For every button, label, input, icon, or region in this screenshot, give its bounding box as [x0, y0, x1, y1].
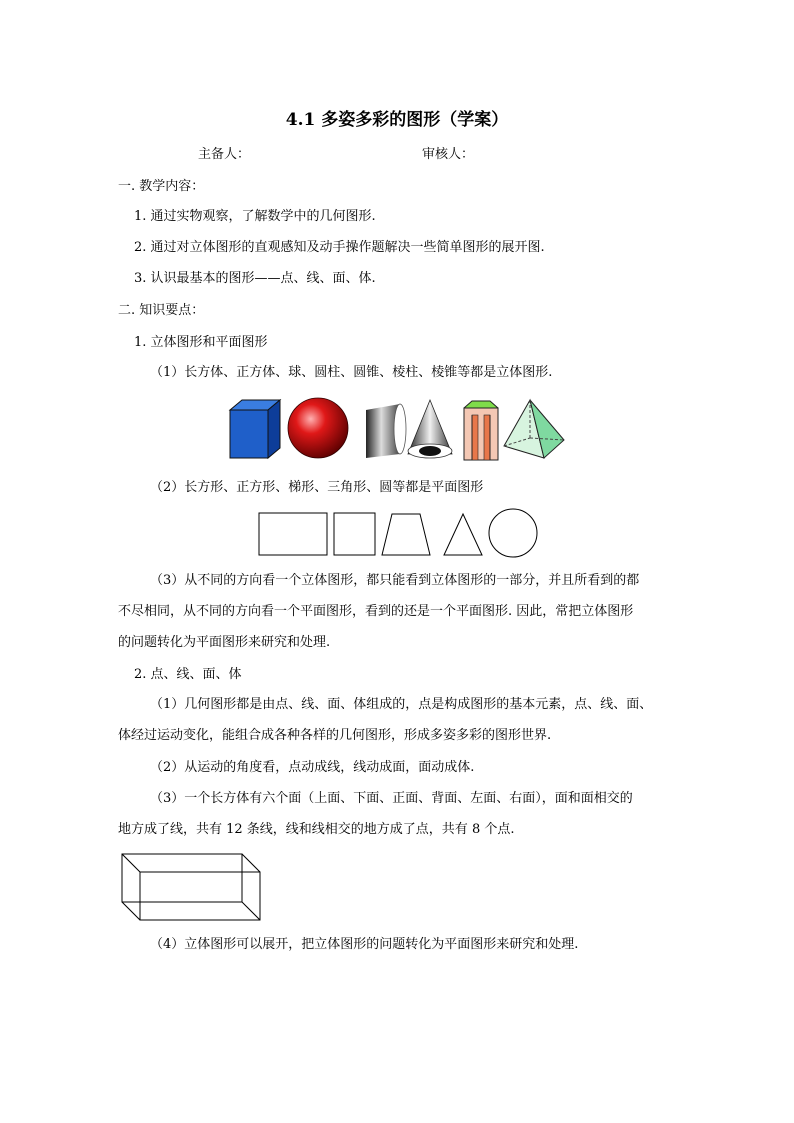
rectangle-shape — [259, 513, 327, 555]
para-solid-shapes: （1）长方体、正方体、球、圆柱、圆锥、棱柱、棱锥等都是立体图形. — [150, 365, 553, 380]
cylinder-shape — [366, 404, 406, 458]
cube-shape — [230, 400, 280, 458]
trapezoid-shape — [382, 514, 430, 555]
para-3-line-3: 的问题转化为平面图形来研究和处理. — [118, 635, 331, 650]
para-plane-shapes: （2）长方形、正方形、梯形、三角形、圆等都是平面图形 — [150, 480, 484, 495]
para-elements-line-1: （1）几何图形都是由点、线、面、体组成的，点是构成图形的基本元素，点、线、面、 — [150, 697, 653, 712]
section1-heading: 一. 教学内容： — [118, 179, 205, 194]
section1-item-3: 3. 认识最基本的图形——点、线、面、体. — [134, 271, 376, 286]
hexagonal-prism-shape — [464, 401, 498, 460]
triangle-shape — [444, 514, 482, 555]
page-title: 4.1 多姿多彩的图形（学案） — [285, 110, 509, 130]
solid-shapes-figure — [228, 398, 568, 462]
reviewer-label: 审核人： — [422, 147, 475, 162]
section1-item-2: 2. 通过对立体图形的直观感知及动手操作题解决一些简单图形的展开图. — [134, 240, 545, 255]
para-3-line-1: （3）从不同的方向看一个立体图形，都只能看到立体图形的一部分，并且所看到的都 — [150, 573, 640, 588]
preparer-label: 主备人： — [198, 147, 251, 162]
para-unfold: （4）立体图形可以展开，把立体图形的问题转化为平面图形来研究和处理. — [150, 937, 579, 952]
plane-shapes-figure — [258, 508, 540, 558]
sub2-heading: 2. 点、线、面、体 — [134, 667, 242, 682]
para-cuboid-line-1: （3）一个长方体有六个面（上面、下面、正面、背面、左面、右面），面和面相交的 — [150, 791, 633, 806]
para-elements-line-2: 体经过运动变化，能组合成各种各样的几何图形，形成多姿多彩的图形世界. — [118, 728, 552, 743]
sphere-shape — [288, 398, 348, 458]
sub1-heading: 1. 立体图形和平面图形 — [134, 335, 268, 350]
para-cuboid-line-2: 地方成了线，共有 12 条线，线和线相交的地方成了点，共有 8 个点. — [118, 822, 515, 837]
cuboid-figure — [120, 852, 264, 922]
square-shape — [334, 513, 375, 555]
circle-shape — [489, 509, 537, 557]
pyramid-shape — [504, 400, 564, 458]
section2-heading: 二. 知识要点： — [118, 303, 205, 318]
cone-shape — [408, 400, 452, 458]
para-motion: （2）从运动的角度看，点动成线，线动成面，面动成体. — [150, 760, 475, 775]
section1-item-1: 1. 通过实物观察，了解数学中的几何图形. — [134, 209, 376, 224]
para-3-line-2: 不尽相同，从不同的方向看一个平面图形，看到的还是一个平面图形. 因此，常把立体图形 — [118, 604, 634, 619]
